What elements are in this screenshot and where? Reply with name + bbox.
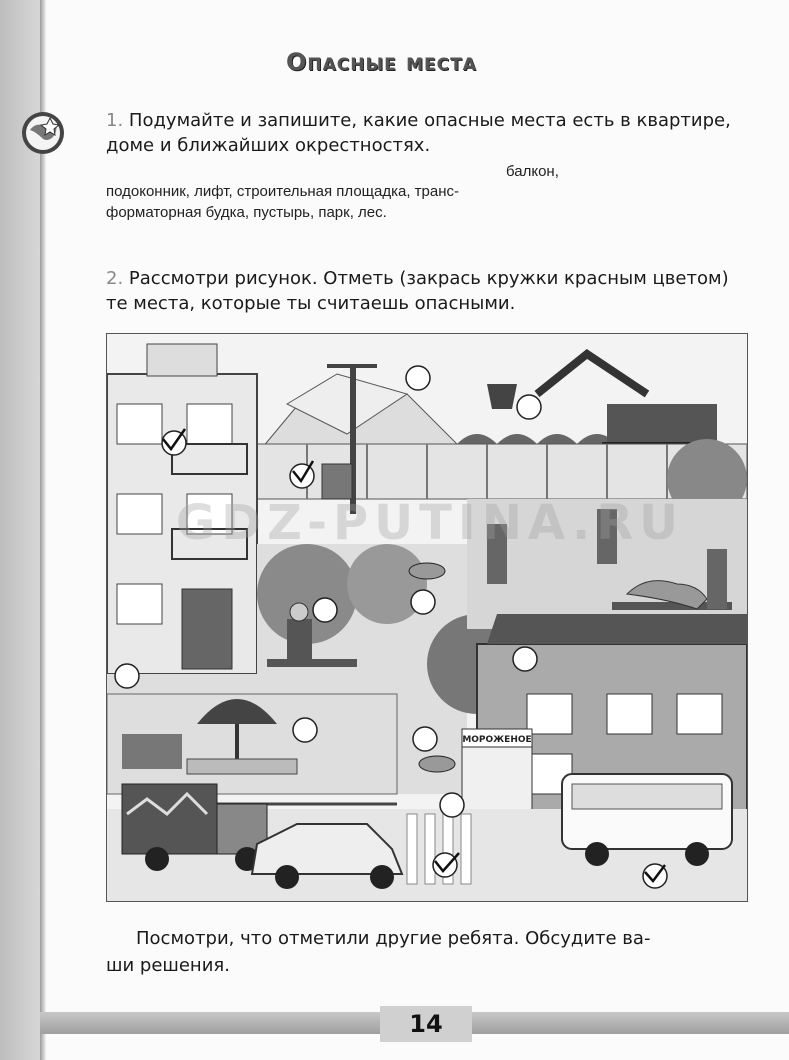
answer-line-1: балкон, <box>506 163 559 180</box>
closing-instruction-line-2: ши решения. <box>106 955 230 976</box>
task-2-text: Рассмотри рисунок. Отметь (закрась кружки красным цветом) те места, которые ты считаешь опасными. <box>106 268 729 314</box>
hazard-circle[interactable] <box>313 598 337 622</box>
hazard-circle[interactable] <box>440 793 464 817</box>
task-1 <box>106 108 746 158</box>
task-2 <box>106 266 746 316</box>
globe-icon <box>20 110 66 156</box>
hazard-circle[interactable] <box>517 395 541 419</box>
task-1-number: 1. <box>106 110 124 131</box>
answer-line-2: подоконник, лифт, строительная площадка, транс- <box>106 183 460 200</box>
closing-instruction-line-1: Посмотри, что отметили другие ребята. Обсудите ва- <box>136 928 651 949</box>
task-2-number: 2. <box>106 268 124 289</box>
page-title: Опасные места <box>286 48 477 76</box>
hazard-circle[interactable] <box>293 718 317 742</box>
closing-instruction <box>106 925 746 979</box>
answer-line-3: форматорная будка, пустырь, парк, лес. <box>106 204 387 221</box>
apartment-building-drawing <box>107 344 257 674</box>
hazard-circle[interactable] <box>411 590 435 614</box>
left-margin-band <box>0 0 40 1060</box>
street-scene-illustration <box>106 333 748 902</box>
task-1-text: Подумайте и запишите, какие опасные места есть в квартире, доме и ближайших окрестностях. <box>106 110 731 156</box>
page-fold-shadow <box>40 0 46 1060</box>
hazard-circle[interactable] <box>413 727 437 751</box>
hazard-circle[interactable] <box>115 664 139 688</box>
ice-cream-sign: МОРОЖЕНОЕ <box>462 735 532 745</box>
page-number: 14 <box>380 1006 472 1042</box>
watermark: GDZ-PUTINA.RU <box>175 495 685 551</box>
hazard-circle[interactable] <box>406 366 430 390</box>
hazard-circle[interactable] <box>513 647 537 671</box>
